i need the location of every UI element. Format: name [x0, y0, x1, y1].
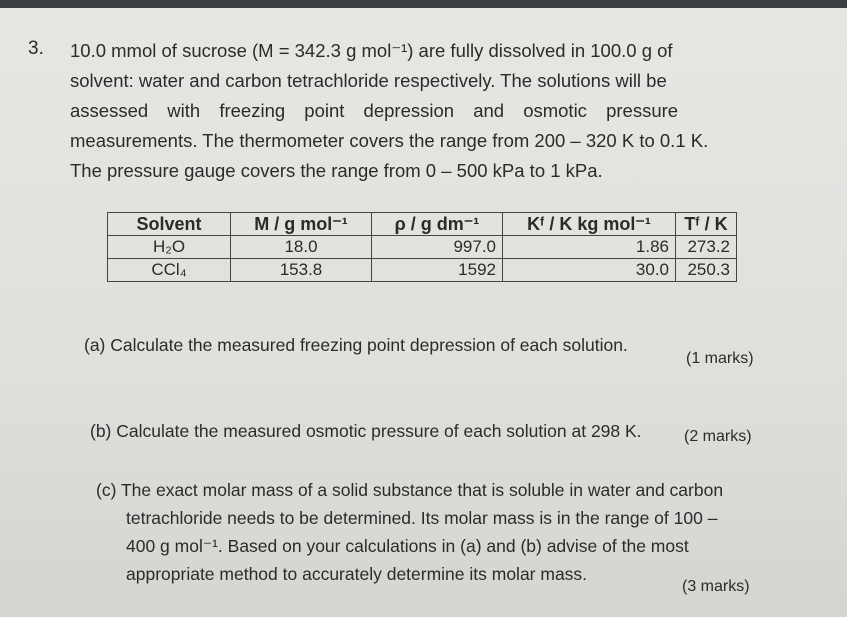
- part-c-marks: (3 marks): [682, 578, 750, 595]
- part-a-text: (a) Calculate the measured freezing point depression of each solution.: [84, 335, 628, 355]
- table-header-cell: ρ / g dm⁻¹: [372, 213, 503, 236]
- part-b-marks: (2 marks): [684, 428, 752, 445]
- table-row: [108, 236, 737, 259]
- intro-line-4: measurements. The thermometer covers the range from 200 – 320 K to 0.1 K.: [70, 130, 709, 151]
- intro-line-3: assessed with freezing point depression and osmotic pressure: [70, 100, 679, 121]
- table-cell: 153.8: [231, 259, 372, 282]
- part-b-text: (b) Calculate the measured osmotic pressure of each solution at 298 K.: [90, 421, 642, 441]
- part-a-marks: (1 marks): [686, 350, 754, 367]
- intro-line-5: The pressure gauge covers the range from 0 – 500 kPa to 1 kPa.: [70, 160, 603, 181]
- question-intro: [70, 36, 730, 186]
- table-header-cell: Tᶠ / K: [676, 213, 737, 236]
- table-cell: 250.3: [676, 259, 737, 282]
- table-cell: H₂O: [108, 236, 231, 259]
- table-header-row: [108, 213, 737, 236]
- part-c-line-2: tetrachloride needs to be determined. Its molar mass is in the range of 100 –: [126, 508, 718, 528]
- table-cell: 1.86: [503, 236, 676, 259]
- table-cell: 273.2: [676, 236, 737, 259]
- table-header-cell: Kᶠ / K kg mol⁻¹: [503, 213, 676, 236]
- solvent-properties-table: [107, 212, 737, 282]
- part-c-line-3: 400 g mol⁻¹. Based on your calculations in (a) and (b) advise of the most: [126, 536, 689, 556]
- top-edge-bar: [0, 0, 847, 8]
- part-c-line-4: appropriate method to accurately determine its molar mass.: [126, 564, 588, 584]
- part-c-line-1: (c) The exact molar mass of a solid substance that is soluble in water and carbon: [96, 480, 724, 500]
- table-cell: 997.0: [372, 236, 503, 259]
- part-c-text: [96, 476, 756, 588]
- intro-line-1: 10.0 mmol of sucrose (M = 342.3 g mol⁻¹) are fully dissolved in 100.0 g of: [70, 40, 673, 61]
- table-header-cell: M / g mol⁻¹: [231, 213, 372, 236]
- table-cell: 30.0: [503, 259, 676, 282]
- table-cell: 1592: [372, 259, 503, 282]
- table-header-cell: Solvent: [108, 213, 231, 236]
- table-cell: CCl₄: [108, 259, 231, 282]
- table-row: [108, 259, 737, 282]
- table-cell: 18.0: [231, 236, 372, 259]
- question-number: 3.: [28, 38, 44, 59]
- intro-line-2: solvent: water and carbon tetrachloride respectively. The solutions will be: [70, 70, 667, 91]
